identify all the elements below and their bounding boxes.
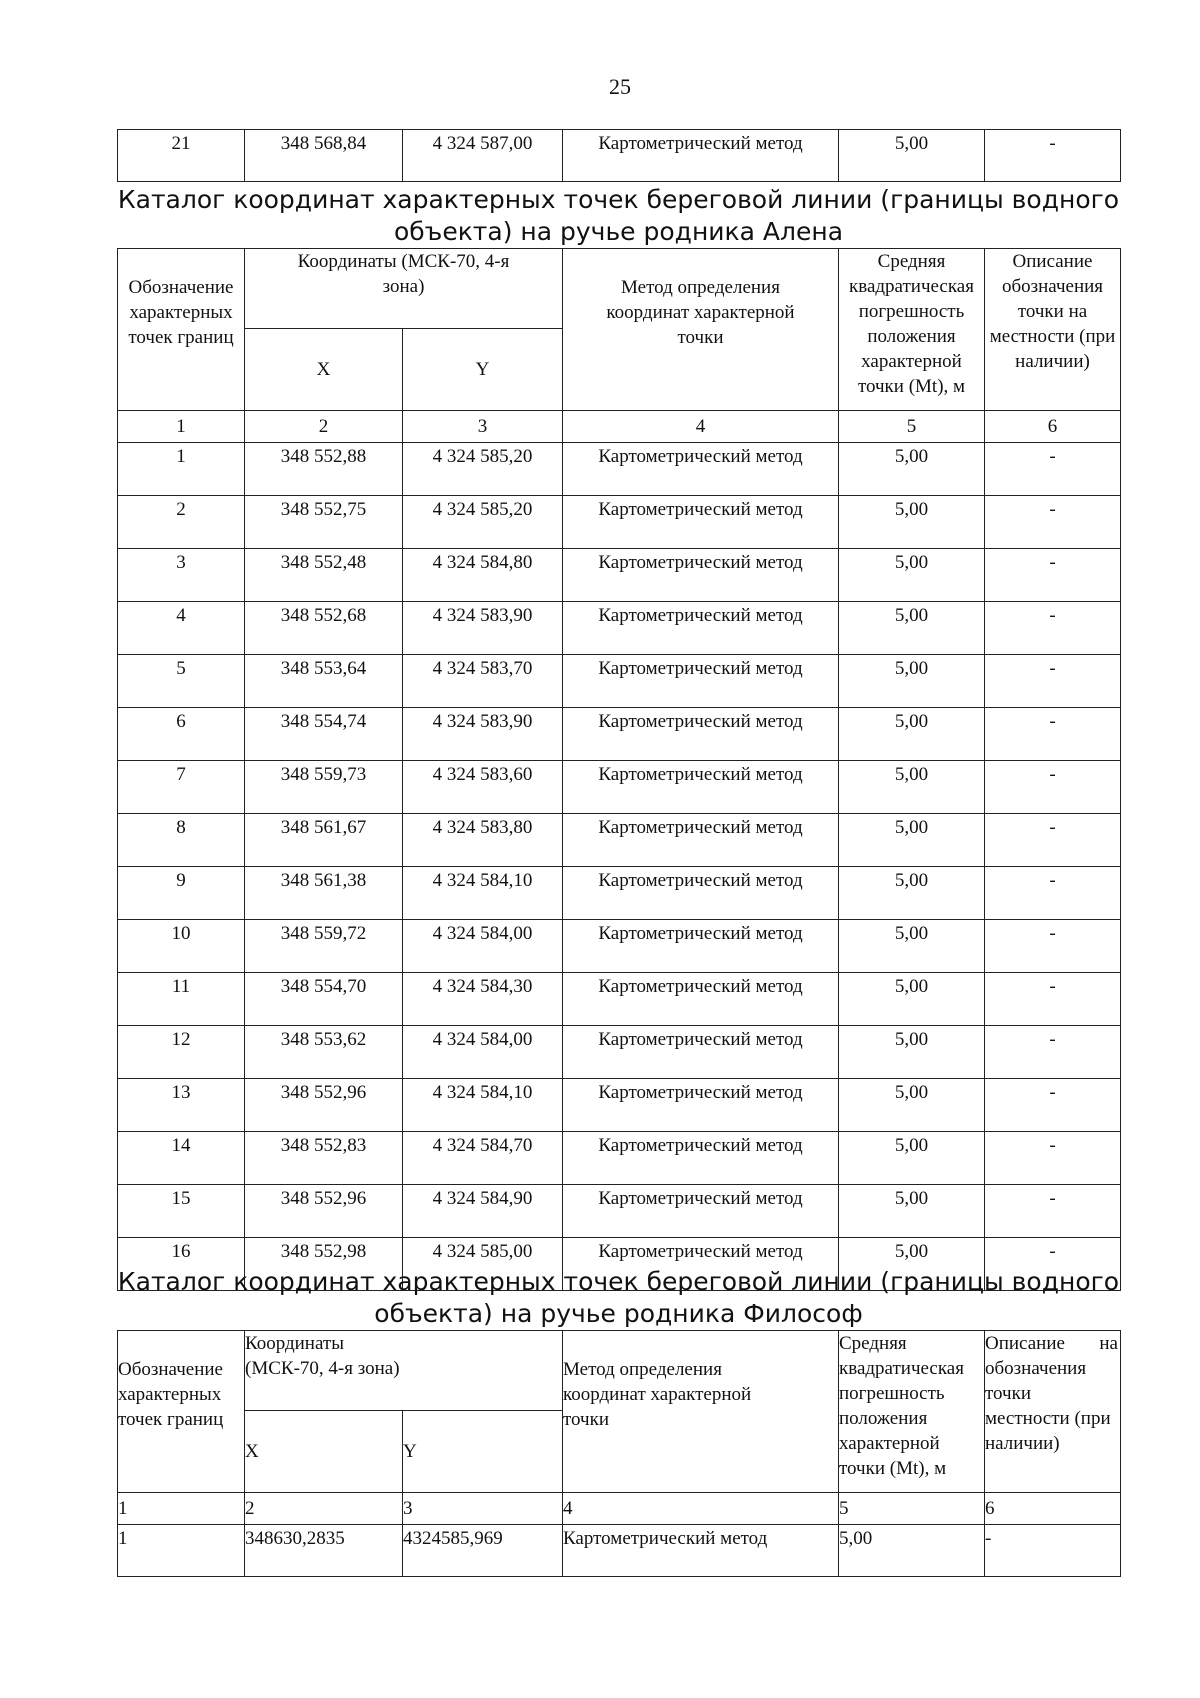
cell-error: 5,00 xyxy=(839,920,985,973)
cell-point: 7 xyxy=(118,761,245,814)
cell-method: Картометрический метод xyxy=(563,655,839,708)
continued-table xyxy=(117,129,1121,182)
cell-point: 14 xyxy=(118,1132,245,1185)
cell-x: 348 552,98 xyxy=(245,1238,403,1291)
cell-point: 6 xyxy=(118,708,245,761)
header-y: Y xyxy=(403,329,563,411)
cell-description: - xyxy=(985,443,1121,496)
cell-method: Картометрический метод xyxy=(563,1026,839,1079)
cell-error: 5,00 xyxy=(839,1238,985,1291)
column-numbers-row xyxy=(118,411,1121,443)
cell-method: Картометрический метод xyxy=(563,867,839,920)
cell-method: Картометрический метод xyxy=(563,130,839,182)
cell-method: Картометрический метод xyxy=(563,496,839,549)
cell-description: - xyxy=(985,708,1121,761)
cell-method: Картометрический метод xyxy=(563,973,839,1026)
cell-y: 4 324 585,00 xyxy=(403,1238,563,1291)
cell-method: Картометрический метод xyxy=(563,1525,839,1577)
cell-description: - xyxy=(985,1238,1121,1291)
cell-description: - xyxy=(985,867,1121,920)
section1-table xyxy=(117,248,1121,1291)
cell-y: 4 324 587,00 xyxy=(403,130,563,182)
cell-x: 348 553,64 xyxy=(245,655,403,708)
table-row xyxy=(118,549,1121,602)
cell-point: 1 xyxy=(118,1525,245,1577)
cell-description: - xyxy=(985,1026,1121,1079)
cell-error: 5,00 xyxy=(839,549,985,602)
section2-table xyxy=(117,1330,1121,1577)
cell-description: - xyxy=(985,130,1121,182)
cell-point: 3 xyxy=(118,549,245,602)
header-coords: Координаты (МСК-70, 4-я зона) xyxy=(245,1331,563,1411)
cell-y: 4 324 585,20 xyxy=(403,443,563,496)
table-row xyxy=(118,496,1121,549)
table-row xyxy=(118,920,1121,973)
table-row xyxy=(118,602,1121,655)
cell-x: 348630,2835 xyxy=(245,1525,403,1577)
cell-method: Картометрический метод xyxy=(563,1079,839,1132)
header-designation: Обозначение характерных точек границ xyxy=(118,1331,245,1493)
header-x: X xyxy=(245,1411,403,1493)
cell-y: 4 324 584,80 xyxy=(403,549,563,602)
cell-error: 5,00 xyxy=(839,1026,985,1079)
cell-y: 4 324 584,10 xyxy=(403,867,563,920)
cell-method: Картометрический метод xyxy=(563,549,839,602)
cell-error: 5,00 xyxy=(839,1525,985,1577)
cell-error: 5,00 xyxy=(839,1132,985,1185)
cell-error: 5,00 xyxy=(839,761,985,814)
cell-error: 5,00 xyxy=(839,1079,985,1132)
cell-description: - xyxy=(985,496,1121,549)
cell-method: Картометрический метод xyxy=(563,1185,839,1238)
table-row xyxy=(118,867,1121,920)
cell-y: 4 324 583,60 xyxy=(403,761,563,814)
cell-y: 4 324 584,70 xyxy=(403,1132,563,1185)
cell-description: - xyxy=(985,1132,1121,1185)
cell-description: - xyxy=(985,602,1121,655)
cell-method: Картометрический метод xyxy=(563,1238,839,1291)
header-description-rest: местности (при наличии) xyxy=(985,1408,1111,1454)
cell-point: 2 xyxy=(118,496,245,549)
colnum: 5 xyxy=(839,1493,985,1525)
column-numbers-row xyxy=(118,1493,1121,1525)
cell-y: 4 324 583,90 xyxy=(403,708,563,761)
cell-point: 4 xyxy=(118,602,245,655)
cell-x: 348 552,83 xyxy=(245,1132,403,1185)
header-description: Описание обозначения точки на местности (при наличии) xyxy=(985,249,1121,411)
cell-point: 11 xyxy=(118,973,245,1026)
cell-y: 4 324 583,90 xyxy=(403,602,563,655)
colnum: 3 xyxy=(403,1493,563,1525)
cell-point: 21 xyxy=(118,130,245,182)
table-row xyxy=(118,130,1121,182)
colnum: 4 xyxy=(563,1493,839,1525)
cell-y: 4 324 583,80 xyxy=(403,814,563,867)
header-method: Метод определения координат характерной точки xyxy=(563,249,839,411)
cell-description: - xyxy=(985,761,1121,814)
table-row xyxy=(118,1026,1121,1079)
cell-error: 5,00 xyxy=(839,130,985,182)
cell-x: 348 568,84 xyxy=(245,130,403,182)
cell-method: Картометрический метод xyxy=(563,708,839,761)
cell-description: - xyxy=(985,814,1121,867)
cell-x: 348 552,48 xyxy=(245,549,403,602)
header-y: Y xyxy=(403,1411,563,1493)
table-row xyxy=(118,655,1121,708)
cell-method: Картометрический метод xyxy=(563,602,839,655)
cell-point: 8 xyxy=(118,814,245,867)
colnum: 4 xyxy=(563,411,839,443)
cell-error: 5,00 xyxy=(839,443,985,496)
cell-error: 5,00 xyxy=(839,602,985,655)
table-row xyxy=(118,1079,1121,1132)
cell-point: 12 xyxy=(118,1026,245,1079)
cell-x: 348 554,70 xyxy=(245,973,403,1026)
header-coords: Координаты (МСК-70, 4-я зона) xyxy=(245,249,563,329)
cell-error: 5,00 xyxy=(839,708,985,761)
table-row xyxy=(118,973,1121,1026)
cell-x: 348 552,75 xyxy=(245,496,403,549)
cell-y: 4 324 584,10 xyxy=(403,1079,563,1132)
cell-method: Картометрический метод xyxy=(563,814,839,867)
colnum: 2 xyxy=(245,1493,403,1525)
table-row xyxy=(118,443,1121,496)
cell-x: 348 553,62 xyxy=(245,1026,403,1079)
cell-x: 348 554,74 xyxy=(245,708,403,761)
cell-point: 9 xyxy=(118,867,245,920)
cell-error: 5,00 xyxy=(839,973,985,1026)
header-row xyxy=(118,1331,1121,1411)
cell-description: - xyxy=(985,1079,1121,1132)
cell-y: 4 324 584,90 xyxy=(403,1185,563,1238)
cell-y: 4 324 585,20 xyxy=(403,496,563,549)
header-description xyxy=(985,1331,1121,1493)
cell-point: 10 xyxy=(118,920,245,973)
table-row xyxy=(118,708,1121,761)
cell-x: 348 561,67 xyxy=(245,814,403,867)
colnum: 6 xyxy=(985,411,1121,443)
header-error: Средняя квадратическая погрешность положения характерной точки (Mt), м xyxy=(839,249,985,411)
cell-point: 5 xyxy=(118,655,245,708)
cell-point: 1 xyxy=(118,443,245,496)
cell-error: 5,00 xyxy=(839,496,985,549)
header-method: Метод определения координат характерной точки xyxy=(563,1331,839,1493)
colnum: 5 xyxy=(839,411,985,443)
colnum: 1 xyxy=(118,411,245,443)
cell-method: Картометрический метод xyxy=(563,761,839,814)
header-description-line1: Описание обозначения точки на xyxy=(985,1333,1118,1404)
table-row xyxy=(118,761,1121,814)
cell-description: - xyxy=(985,549,1121,602)
cell-y: 4 324 584,30 xyxy=(403,973,563,1026)
cell-description: - xyxy=(985,1525,1121,1577)
cell-method: Картометрический метод xyxy=(563,920,839,973)
header-row xyxy=(118,249,1121,329)
cell-y: 4 324 584,00 xyxy=(403,1026,563,1079)
table-row xyxy=(118,1132,1121,1185)
cell-x: 348 561,38 xyxy=(245,867,403,920)
table-row xyxy=(118,1525,1121,1577)
cell-description: - xyxy=(985,973,1121,1026)
cell-x: 348 559,72 xyxy=(245,920,403,973)
cell-description: - xyxy=(985,920,1121,973)
cell-method: Картометрический метод xyxy=(563,443,839,496)
cell-x: 348 552,96 xyxy=(245,1185,403,1238)
cell-point: 16 xyxy=(118,1238,245,1291)
cell-x: 348 552,68 xyxy=(245,602,403,655)
header-x: X xyxy=(245,329,403,411)
cell-y: 4 324 584,00 xyxy=(403,920,563,973)
cell-y: 4 324 583,70 xyxy=(403,655,563,708)
cell-error: 5,00 xyxy=(839,1185,985,1238)
colnum: 6 xyxy=(985,1493,1121,1525)
cell-description: - xyxy=(985,655,1121,708)
colnum: 1 xyxy=(118,1493,245,1525)
table-row xyxy=(118,814,1121,867)
cell-error: 5,00 xyxy=(839,655,985,708)
cell-x: 348 559,73 xyxy=(245,761,403,814)
section2-title: Каталог координат характерных точек береговой линии (границы водного объекта) на ручье родника Философ xyxy=(117,1267,1120,1328)
cell-x: 348 552,88 xyxy=(245,443,403,496)
colnum: 3 xyxy=(403,411,563,443)
cell-point: 15 xyxy=(118,1185,245,1238)
cell-method: Картометрический метод xyxy=(563,1132,839,1185)
header-designation: Обозначение характерных точек границ xyxy=(118,249,245,411)
cell-x: 348 552,96 xyxy=(245,1079,403,1132)
header-error: Средняя квадратическая погрешность положения характерной точки (Mt), м xyxy=(839,1331,985,1493)
page-number: 25 xyxy=(609,74,631,99)
section1-title: Каталог координат характерных точек береговой линии (границы водного объекта) на ручье родника Алена xyxy=(117,185,1120,246)
cell-error: 5,00 xyxy=(839,814,985,867)
cell-point: 13 xyxy=(118,1079,245,1132)
cell-y: 4324585,969 xyxy=(403,1525,563,1577)
cell-description: - xyxy=(985,1185,1121,1238)
cell-error: 5,00 xyxy=(839,867,985,920)
colnum: 2 xyxy=(245,411,403,443)
table-row xyxy=(118,1185,1121,1238)
